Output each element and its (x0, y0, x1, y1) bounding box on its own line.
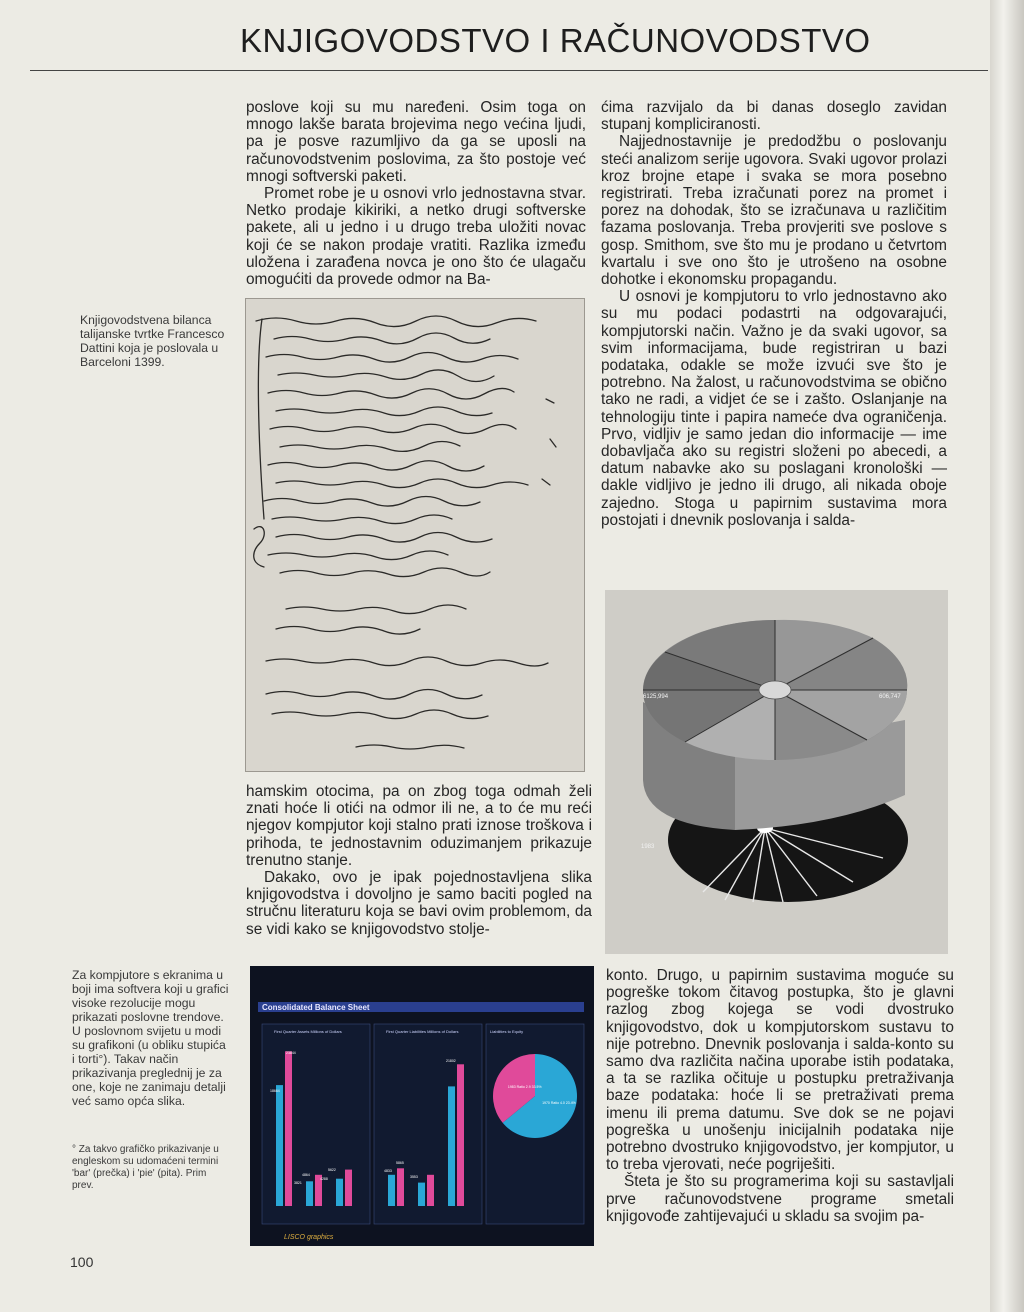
panel-title: Liabilities to Equity (490, 1029, 524, 1034)
footnote: ° Za takvo grafičko prikazivanje u engleskom su udomaćeni termini 'bar' (prečka) i 'pie' (pita). Prim prev. (72, 1144, 219, 1191)
screen-caption: Za kompjutore s ekranima u boji ima softvera koji u grafici visoke rezolucije mogu prikazati poslovne trendove. U poslovnom svijetu u modi su grafikoni (u obliku stupića i torti°). Takav način prikazivanja preglednij je za one, koje ne zanimaju detalji već samo opća slika. (72, 968, 229, 1108)
ledger-manuscript-image (245, 298, 585, 772)
page-edge (990, 0, 1024, 1312)
bar-value-label: 5622 (328, 1168, 336, 1172)
bar (448, 1086, 455, 1206)
page-number: 100 (70, 1254, 94, 1270)
bar (276, 1085, 283, 1206)
bar (306, 1181, 313, 1206)
pie-slice-label: 1983 Ratio 2.9 33.5% (507, 1084, 542, 1089)
balance-sheet-screen (250, 966, 594, 1246)
paragraph: U osnovi je kompjutoru to vrlo jednostavno ako su mu podaci podastrti na odgovarajući, kompjutorski način. Važno je da svaki ugovor, sa svim informacijama, bude registriran u bazi podataka, odakle se može izvući sve što je potrebno. Na žalost, u računovodstvima se obično tako ne radi, a vidjet će se i zašto. Oslanjanje na tehnologiju tinte i papira nameće dva ograničenja. Prvo, vidljiv je samo jedan dio informacije — ime dobavljača ako su registri složeni po abecedi, a datum nabavke ako su poslagani kronološki — dakle vidljivo je jedno ili drugo, ali nikada oboje zajedno. Stoga u papirnim sustavima mora postojati i dnevnik poslovanja i salda- (601, 288, 947, 529)
bar (397, 1168, 404, 1206)
header-rule (30, 70, 988, 71)
bar-value-label: 23844 (286, 1051, 296, 1055)
bar-value-label: 5865 (396, 1161, 404, 1165)
paragraph: konto. Drugo, u papirnim sustavima moguće su pogreške tokom čitavog postupka, što je glavni razlog zbog kojega se vodi dvostruko knjigovodstvo, dok u kompjutorskom sustavu to nije potrebno. Dnevnik poslovanja i salda-konto su samo dva različita načina uporabe istih podataka, a ta se razlika očituje u postupku pretraživanja baze podataka: hoće li se pretraživati prema imenu ili prema datumu. Sve dok se ne pojavi pogreška u unošenju inicijalnih podataka nije potrebno dvostruko knjigovodstvo, jer kompjutor, u to treba vjerovati, neće pogriješiti. (606, 967, 954, 1174)
liabilities-pie (493, 1054, 577, 1138)
bar (285, 1051, 292, 1206)
paragraph: hamskim otocima, pa on zbog toga odmah želi znati hoće li otići na odmor ili ne, a to će mu reći njegov kompjutor koji stalno prati iznose troškova i prihoda, te jednostavnim oduzimanjem prikazuje trenutno stanje. (246, 783, 592, 869)
running-head: KNJIGOVODSTVO I RAČUNOVODSTVO (240, 22, 871, 59)
panel-title: First Quarter Liabilities Millions of Dollars (386, 1029, 459, 1034)
bar-value-label: 4864 (302, 1173, 310, 1177)
bar-value-label: 3821 (294, 1181, 302, 1185)
paragraph: ćima razvijalo da bi danas doseglo zavidan stupanj kompliciranosti. (601, 99, 947, 134)
screen-footer: LISCO graphics (284, 1234, 334, 1241)
pie-photo-label: 6125,994 (643, 694, 669, 700)
column-right-top (601, 99, 947, 529)
column-right-bottom (606, 967, 954, 1225)
screen-title: Consolidated Balance Sheet (262, 1003, 370, 1012)
pie-slice-label: 1970 Ratio 4.0 23.4% (542, 1101, 576, 1106)
bar-value-label: 21802 (446, 1059, 456, 1063)
column-middle-middle (246, 783, 592, 938)
exploded-pie-chart-photo (605, 590, 948, 954)
bar (345, 1170, 352, 1206)
bar-value-label: 3553 (410, 1175, 418, 1179)
bar (336, 1179, 343, 1206)
paragraph: Šteta je što su programerima koji su sastavljali prve računovodstvene programe smetali knjigovođe zahtijevajući u skladu sa svojim pa- (606, 1173, 954, 1225)
bar (427, 1175, 434, 1206)
paragraph: Promet robe je u osnovi vrlo jednostavna stvar. Netko prodaje kikiriki, a netko drugi softverske pakete, ali u jedno i u drugo treba uložiti novac koji će se nakon prodaje vratiti. Razlika između uložena i zarađena novca je ono što će ulagaču omogućiti da provede odmor na Ba- (246, 185, 586, 289)
pie-photo-label: 1983 (641, 844, 655, 850)
paragraph: Dakako, ovo je ipak pojednostavljena slika knjigovodstva i dovoljno je samo baciti pogled na stručnu literaturu koja se bavi ovim problemom, da se vidi kako se knjigovodstvo stolje- (246, 869, 592, 938)
bar (388, 1175, 395, 1206)
panel-title: First Quarter Assets Millions of Dollars (274, 1029, 342, 1034)
column-middle-top (246, 99, 586, 288)
bar (457, 1064, 464, 1206)
bar (418, 1183, 425, 1206)
ledger-caption: Knjigovodstvena bilanca talijanske tvrtke Francesco Dattini koja je poslovala u Barceloni 1399. (80, 313, 225, 369)
bar-value-label: 4833 (384, 1169, 392, 1173)
bar-value-label: 4288 (320, 1177, 328, 1181)
bar-value-label: 18664 (270, 1089, 280, 1093)
paragraph: poslove koji su mu naređeni. Osim toga on mnogo lakše barata brojevima nego većina ljudi, pa je posve razumljivo da ga se uposli na računovodstvenim poslovima, za što postoje već mnogi softverski paketi. (246, 99, 586, 185)
pie-photo-label: 606,747 (879, 694, 901, 700)
paragraph: Najjednostavnije je predodžbu o poslovanju steći analizom serije ugovora. Svaki ugovor prolazi kroz brojne etape i svaka se mora posebno registrirati. Treba izračunati porez na promet i porez na dohodak, što se izračunava u različitim fazama poslovanja. Treba provjeriti sve poslove s gosp. Smithom, sve što mu je prodano u četvrtom kvartalu i sve ono što je utrošeno na osobne dohotke i ekonomsku propagandu. (601, 133, 947, 289)
